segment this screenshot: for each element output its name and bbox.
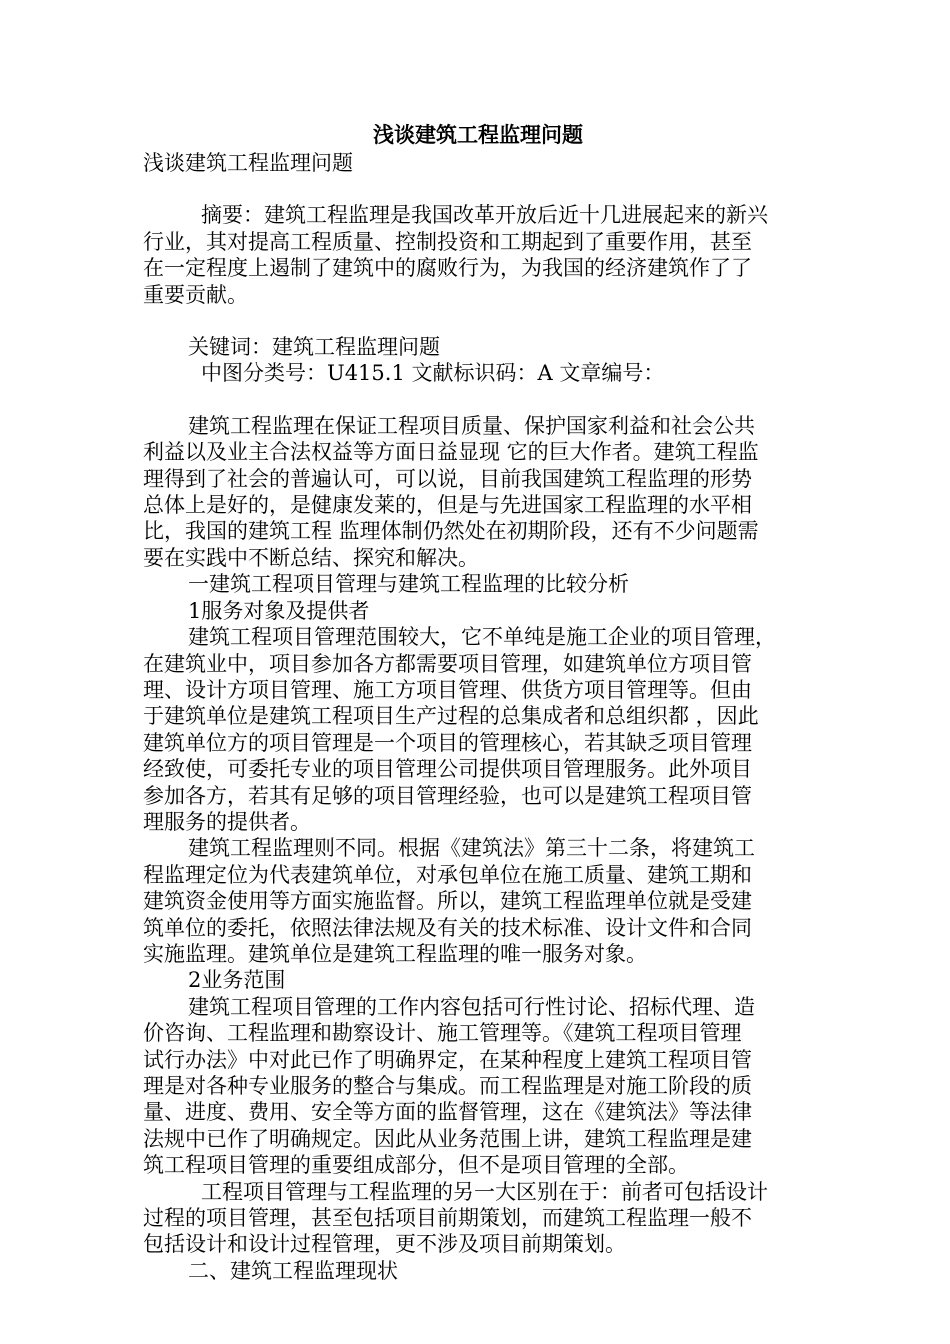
keywords-line: 关键词：建筑工程监理问题 [188, 335, 440, 360]
spacer [143, 308, 809, 334]
paragraph-line: 于建筑单位是建筑工程项目生产过程的总集成者和总组织都 ，因此 [143, 704, 759, 729]
document-title: 浅谈建筑工程监理问题 [373, 122, 583, 147]
paragraph-line: 工程项目管理与工程监理的另一大区别在于：前者可包括设计 [201, 1179, 768, 1204]
paragraph-line: 筑单位的委托，依照法律法规及有关的技术标准、设计文件和合同 [143, 915, 752, 940]
intro-line: 总体上是好的，是健康发莱的，但是与先进国家工程监理的水平相 [143, 493, 752, 518]
paragraph-line: 在建筑业中，项目参加各方都需要项目管理，如建筑单位方项目管 [143, 651, 752, 676]
paragraph-line: 量、进度、费用、安全等方面的监督管理，这在《建筑法》等法律 [143, 1100, 752, 1125]
paragraph-supervision-definition [143, 835, 809, 967]
paragraph-line: 价咨询、工程监理和勘察设计、施工管理等。《建筑工程项目管理 [143, 1021, 742, 1046]
paragraph-line: 试行办法》中对此已作了明确界定，在某种程度上建筑工程项目管 [143, 1047, 752, 1072]
section-heading-1: 一建筑工程项目管理与建筑工程监理的比较分析 [188, 572, 629, 597]
intro-line: 要在实践中不断总结、探究和解决。 [143, 545, 479, 570]
paragraph-line: 程监理定位为代表建筑单位，对承包单位在施工质量、建筑工期和 [143, 862, 752, 887]
paragraph-line: 包括设计和设计过程管理，更不涉及项目前期策划。 [143, 1232, 626, 1257]
paragraph-business-scope [143, 994, 809, 1179]
abstract-line: 行业，其对提高工程质量、控制投资和工期起到了重要作用，甚至 [143, 229, 752, 254]
document-page [143, 120, 809, 1284]
paragraph-line: 理是对各种专业服务的整合与集成。而工程监理是对施工阶段的质 [143, 1074, 752, 1098]
paragraph-service-objects [143, 624, 809, 835]
paragraph-line: 建筑单位方的项目管理是一个项目的管理核心，若其缺乏项目管理 [143, 730, 752, 755]
paragraph-line: 法规中已作了明确规定。因此从业务范围上讲，建筑工程监理是建 [143, 1126, 752, 1151]
intro-line: 利益以及业主合法权益等方面日益显现 它的巨大作者。建筑工程监 [143, 440, 759, 465]
paragraph-line: 经致使，可委托专业的项目管理公司提供项目管理服务。此外项目 [143, 757, 752, 782]
paragraph-line: 过程的项目管理，甚至包括项目前期策划，而建筑工程监理一般不 [143, 1206, 752, 1231]
abstract-line: 重要贡献。 [143, 282, 248, 307]
abstract-line: 摘要：建筑工程监理是我国改革开放后近十几进展起来的新兴 [201, 203, 768, 228]
paragraph-difference [143, 1179, 809, 1258]
paragraph-line: 理、设计方项目管理、施工方项目管理、供货方项目管理等。但由 [143, 677, 752, 702]
classification-line: 中图分类号：U415.1 文献标识码：A 文章编号： [201, 361, 665, 386]
section-heading-2: 二、建筑工程监理现状 [188, 1258, 398, 1283]
abstract-line: 在一定程度上遏制了建筑中的腐败行为，为我国的经济建筑作了了 [143, 256, 752, 281]
subsection-heading-2: 2业务范围 [188, 968, 286, 993]
spacer [143, 387, 809, 413]
paragraph-line: 筑工程项目管理的重要组成部分，但不是项目管理的全部。 [143, 1153, 689, 1178]
intro-line: 建筑工程监理在保证工程项目质量、保护国家利益和社会公共 [188, 413, 755, 438]
subsection-heading-1: 1服务对象及提供者 [188, 598, 370, 623]
document-subtitle: 浅谈建筑工程监理问题 [143, 151, 353, 175]
abstract-paragraph [143, 202, 809, 308]
paragraph-line: 参加各方，若其有足够的项目管理经验，也可以是建筑工程项目管 [143, 783, 752, 808]
paragraph-line: 建筑工程项目管理范围较大，它不单纯是施工企业的项目管理， [188, 625, 776, 650]
spacer [143, 176, 809, 202]
intro-paragraph [143, 413, 809, 571]
paragraph-line: 理服务的提供者。 [143, 809, 311, 834]
intro-line: 理得到了社会的普遍认可，可以说，目前我国建筑工程监理的形势 [143, 466, 752, 491]
paragraph-line: 实施监理。建筑单位是建筑工程监理的唯一服务对象。 [143, 941, 647, 966]
intro-line: 比，我国的建筑工程 监理体制仍然处在初期阶段，还有不少问题需 [143, 519, 759, 544]
paragraph-line: 建筑工程监理则不同。根据《建筑法》第三十二条，将建筑工 [188, 836, 755, 861]
paragraph-line: 建筑资金使用等方面实施监督。所以，建筑工程监理单位就是受建 [143, 889, 752, 914]
paragraph-line: 建筑工程项目管理的工作内容包括可行性讨论、招标代理、造 [188, 994, 755, 1019]
